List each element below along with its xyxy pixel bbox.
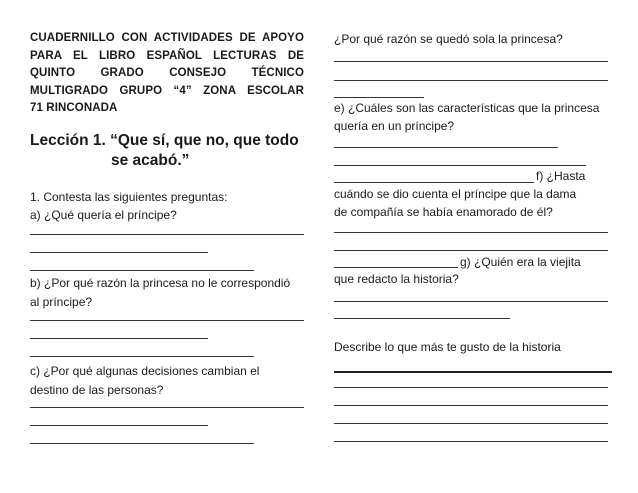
answer-line[interactable] bbox=[334, 165, 586, 166]
question-d: ¿Por qué razón se quedó sola la princesa? bbox=[334, 32, 563, 46]
question-g-line-1: g) ¿Quién era la viejita bbox=[460, 255, 581, 269]
header-line-4: MULTIGRADO GRUPO “4” ZONA ESCOLAR bbox=[30, 84, 304, 97]
question-f-line-3: de compañía se había enamorado de él? bbox=[334, 205, 553, 219]
header-line-5: 71 RINCONADA bbox=[30, 102, 118, 114]
answer-line[interactable] bbox=[30, 356, 254, 357]
answer-line[interactable] bbox=[30, 320, 304, 321]
answer-line[interactable] bbox=[334, 371, 612, 373]
answer-line[interactable] bbox=[334, 250, 608, 251]
lesson-title-line-1: Lección 1. “Que sí, que no, que todo bbox=[30, 132, 299, 149]
describe-prompt: Describe lo que más te gusto de la historia bbox=[334, 340, 561, 354]
answer-line[interactable] bbox=[30, 270, 254, 271]
question-f-line-2: cuándo se dio cuenta el príncipe que la dama bbox=[334, 187, 577, 201]
question-e-line-1: e) ¿Cuáles son las características que la princesa bbox=[334, 101, 600, 115]
answer-line[interactable] bbox=[334, 232, 608, 233]
question-g-line-2: que redacto la historia? bbox=[334, 272, 459, 286]
header-line-1: CUADERNILLO CON ACTIVIDADES DE APOYO bbox=[30, 32, 304, 44]
question-e-line-2: quería en un príncipe? bbox=[334, 119, 455, 133]
answer-line[interactable] bbox=[334, 405, 608, 406]
question-b-line-1: b) ¿Por qué razón la princesa no le correspondió bbox=[30, 276, 291, 290]
header-line-3: QUINTO GRADO CONSEJO TÉCNICO bbox=[30, 67, 304, 79]
answer-line[interactable] bbox=[334, 387, 608, 388]
answer-line[interactable] bbox=[334, 80, 608, 81]
answer-line[interactable] bbox=[334, 147, 558, 148]
question-c-line-2: destino de las personas? bbox=[30, 383, 164, 397]
question-a: a) ¿Qué quería el príncipe? bbox=[30, 208, 177, 222]
answer-line[interactable] bbox=[334, 423, 608, 424]
answer-line[interactable] bbox=[334, 267, 458, 268]
question-b-line-2: al príncipe? bbox=[30, 295, 93, 309]
answer-line[interactable] bbox=[30, 252, 208, 253]
document-header bbox=[30, 30, 304, 118]
header-line-2: PARA EL LIBRO ESPAÑOL LECTURAS DE bbox=[30, 49, 304, 62]
question-c-line-1: c) ¿Por qué algunas decisiones cambian el bbox=[30, 364, 260, 378]
answer-line[interactable] bbox=[30, 234, 304, 235]
lesson-title bbox=[30, 131, 304, 171]
answer-line[interactable] bbox=[334, 182, 534, 183]
answer-line[interactable] bbox=[334, 441, 608, 442]
instruction-text: 1. Contesta las siguientes preguntas: bbox=[30, 190, 228, 204]
answer-line[interactable] bbox=[334, 301, 608, 302]
answer-line[interactable] bbox=[334, 61, 608, 62]
answer-line[interactable] bbox=[334, 97, 424, 98]
answer-line[interactable] bbox=[30, 443, 254, 444]
answer-line[interactable] bbox=[30, 425, 208, 426]
question-f-line-1: f) ¿Hasta bbox=[536, 169, 586, 183]
answer-line[interactable] bbox=[334, 318, 510, 319]
answer-line[interactable] bbox=[30, 407, 304, 408]
lesson-title-line-2: se acabó.” bbox=[111, 152, 190, 169]
answer-line[interactable] bbox=[30, 338, 208, 339]
